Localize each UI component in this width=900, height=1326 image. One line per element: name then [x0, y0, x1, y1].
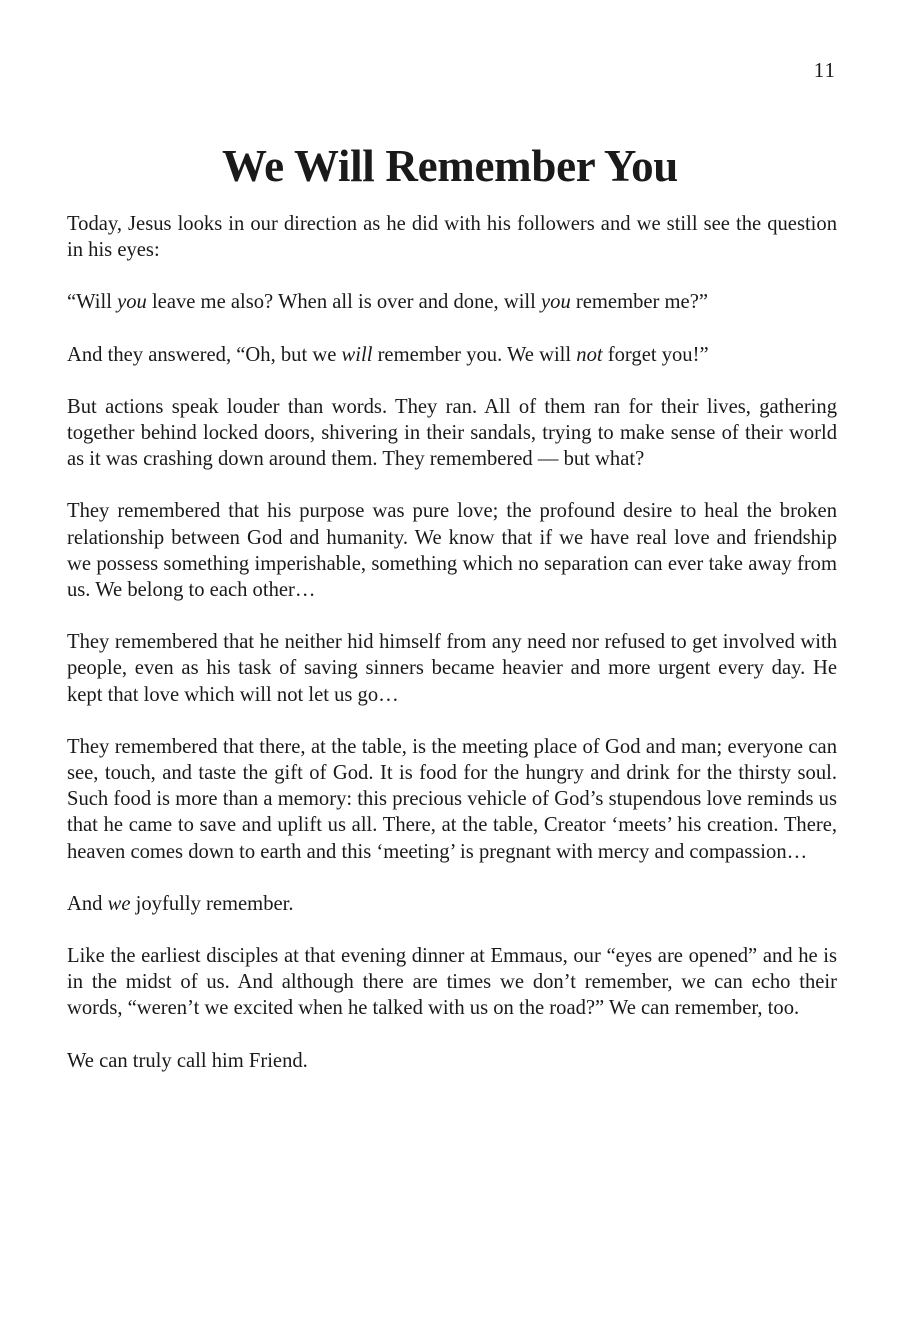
paragraph-8 [67, 891, 837, 917]
text: leave me also? When all is over and done, will [146, 291, 542, 314]
text: Like the earliest disciples at that evening dinner at Emmaus, our “eyes are opened” and he is in the midst of us. And although there are times we don’t remember, we can echo their words, “weren’t we excited when he talked with us on the road?” We can remember, too. [67, 945, 837, 1020]
text: “Will [67, 291, 118, 314]
emphasis: will [341, 343, 373, 366]
body-text [67, 211, 837, 1100]
paragraph-3 [67, 342, 837, 368]
text: remember me?” [570, 291, 708, 314]
text: remember you. We will [372, 343, 577, 366]
text: They remembered that there, at the table, is the meeting place of God and man; everyone can see, touch, and taste the gift of God. It is food for the hungry and drink for the thirsty soul. Such food is more than a memory: this precious vehicle of God’s stupendous love reminds us that he came to save and uplift us all. There, at the table, Creator ‘meets’ his creation. There, heaven comes down to earth and this ‘meeting’ is pregnant with mercy and compassion… [67, 735, 837, 863]
emphasis: you [541, 291, 571, 314]
paragraph-4 [67, 394, 837, 473]
paragraph-7 [67, 734, 837, 865]
text: We can truly call him Friend. [67, 1049, 308, 1072]
text: And [67, 892, 108, 915]
paragraph-10 [67, 1048, 837, 1074]
paragraph-2 [67, 289, 837, 315]
text: But actions speak louder than words. They ran. All of them ran for their lives, gathering together behind locked doors, shivering in their sandals, trying to make sense of their world as it was crashing down around them. They remembered — but what? [67, 395, 837, 471]
paragraph-9 [67, 943, 837, 1022]
emphasis: you [117, 291, 147, 314]
text: joyfully remember. [130, 892, 294, 915]
page-title: We Will Remember You [221, 141, 679, 191]
text: forget you!” [602, 343, 709, 366]
text: Today, Jesus looks in our direction as he did with his followers and we still see the question in his eyes: [67, 213, 837, 262]
emphasis: we [107, 892, 131, 915]
page-number: 11 [813, 58, 836, 82]
text: They remembered that he neither hid himself from any need nor refused to get involved with people, even as his task of saving sinners became heavier and more urgent every day. He kept that love which will not let us go… [67, 631, 837, 706]
emphasis: not [576, 343, 603, 366]
paragraph-6 [67, 629, 837, 708]
paragraph-1 [67, 211, 837, 263]
text: And they answered, “Oh, but we [67, 343, 342, 366]
paragraph-5 [67, 498, 837, 603]
text: They remembered that his purpose was pure love; the profound desire to heal the broken relationship between God and humanity. We know that if we have real love and friendship we possess something imperishable, something which no separation can ever take away from us. We belong to each other… [67, 500, 837, 602]
